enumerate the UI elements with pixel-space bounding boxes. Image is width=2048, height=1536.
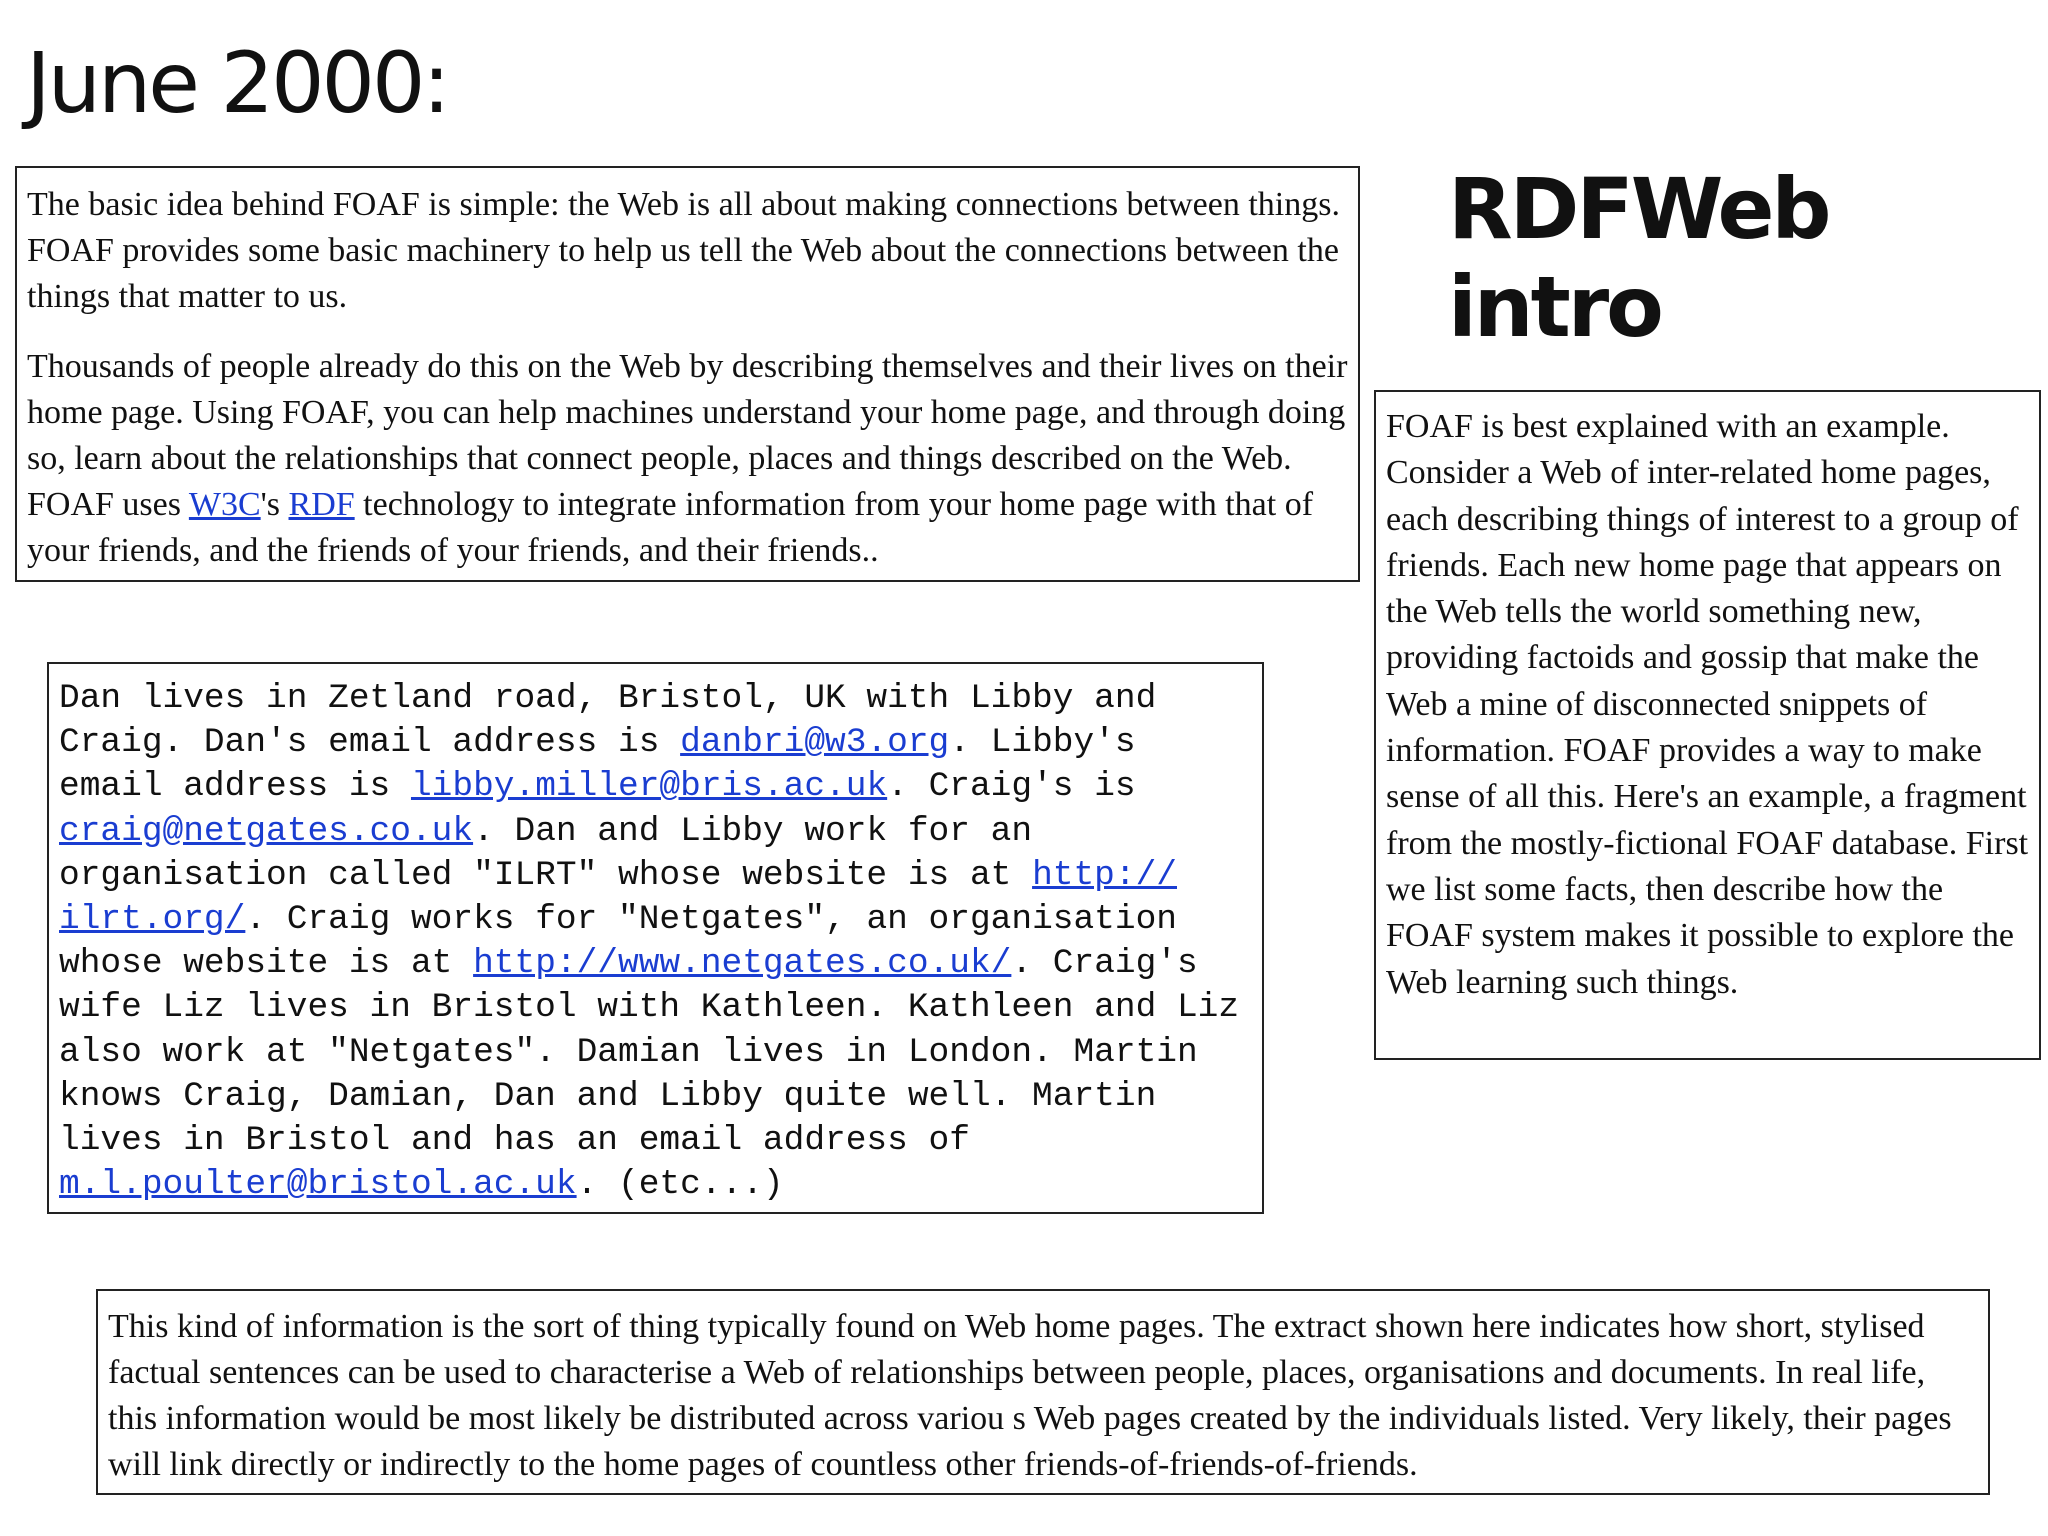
summary-paragraph: This kind of information is the sort of thing typically found on Web home pages. The extract shown here indicates how short, stylised factual sentences can be used to characterise a Web of relationships between people, places, organisations and documents. In real life, this information would be most likely be distributed across variou s Web pages created by the individuals listed. Very likely, their pages will link directly or indirectly to the home pages of countless other friends-of-friends-of-friends. bbox=[108, 1308, 1952, 1483]
craig-email-link[interactable]: craig@netgates.co.uk bbox=[59, 811, 474, 851]
slide-title: June 2000: bbox=[26, 34, 448, 132]
example-paragraph: FOAF is best explained with an example. Consider a Web of inter-related home pages, each describing things of interest to a group of friends. Each new home page that appears on the Web tells the world something new, providing factoids and gossip that make the Web a mine of disconnected snippets of information. FOAF provides a way to make sense of all this. Here's an example, a fragment from the mostly-fictional FOAF database. First we list some facts, then describe how the FOAF system makes it possible to explore the Web learning such things. bbox=[1386, 408, 2029, 1001]
w3c-link[interactable]: W3C bbox=[188, 486, 261, 523]
intro-paragraph-1: The basic idea behind FOAF is simple: the Web is all about making connections between things. FOAF provides some basic machinery to help us tell the Web about the connections between the things that matter to us. bbox=[27, 186, 1340, 315]
facts-text-6: . Craig's wife Liz lives in Bristol with Kathleen. Kathleen and Liz also work at "Netgates". Damian lives in London. Martin knows Craig, Damian, Dan and Libby quite well. Martin lives in Bristol and has an email address of bbox=[59, 944, 1240, 1161]
ilrt-link-part-2: ilrt.org/ bbox=[59, 900, 246, 940]
intro-text-mid: 's bbox=[260, 486, 289, 523]
ilrt-link-part-1: http:// bbox=[1032, 855, 1177, 895]
facts-paragraph bbox=[59, 677, 1258, 1207]
danbri-email-link[interactable]: danbri@w3.org bbox=[680, 723, 950, 763]
facts-text-2: . Libby's email address is bbox=[59, 723, 1136, 807]
facts-text-4: . Dan and Libby work for an organisation called "ILRT" whose website is at bbox=[59, 811, 1033, 895]
facts-box bbox=[47, 662, 1264, 1214]
intro-text-before: Thousands of people already do this on the Web by describing themselves and their lives on their home page. Using FOAF, you can help machines understand your home page, and through doing so, learn about the relationships that connect people, places and things described on the Web. FOAF uses bbox=[27, 348, 1348, 523]
martin-email-link[interactable]: m.l.poulter@bristol.ac.uk bbox=[59, 1165, 577, 1205]
facts-text-1: Dan lives in Zetland road, Bristol, UK with Libby and Craig. Dan's email address is bbox=[59, 679, 1157, 763]
summary-box bbox=[96, 1289, 1990, 1495]
side-title: RDFWeb intro bbox=[1448, 160, 1829, 356]
intro-text-after: technology to integrate information from your home page with that of your friends, and the friends of your friends, and their friends.. bbox=[27, 486, 1314, 569]
facts-text-3: . Craig's is bbox=[887, 767, 1136, 807]
foaf-intro-box bbox=[15, 166, 1360, 582]
facts-text-5: . Craig works for "Netgates", an organisation whose website is at bbox=[59, 900, 1177, 984]
libby-email-link[interactable]: libby.miller@bris.ac.uk bbox=[410, 767, 888, 807]
intro-paragraph-2 bbox=[27, 344, 1350, 574]
netgates-website-link[interactable]: http://www.netgates.co.uk/ bbox=[473, 944, 1012, 984]
rdf-link[interactable]: RDF bbox=[288, 486, 355, 523]
foaf-example-box bbox=[1374, 390, 2041, 1060]
facts-text-7: . (etc...) bbox=[576, 1165, 784, 1205]
